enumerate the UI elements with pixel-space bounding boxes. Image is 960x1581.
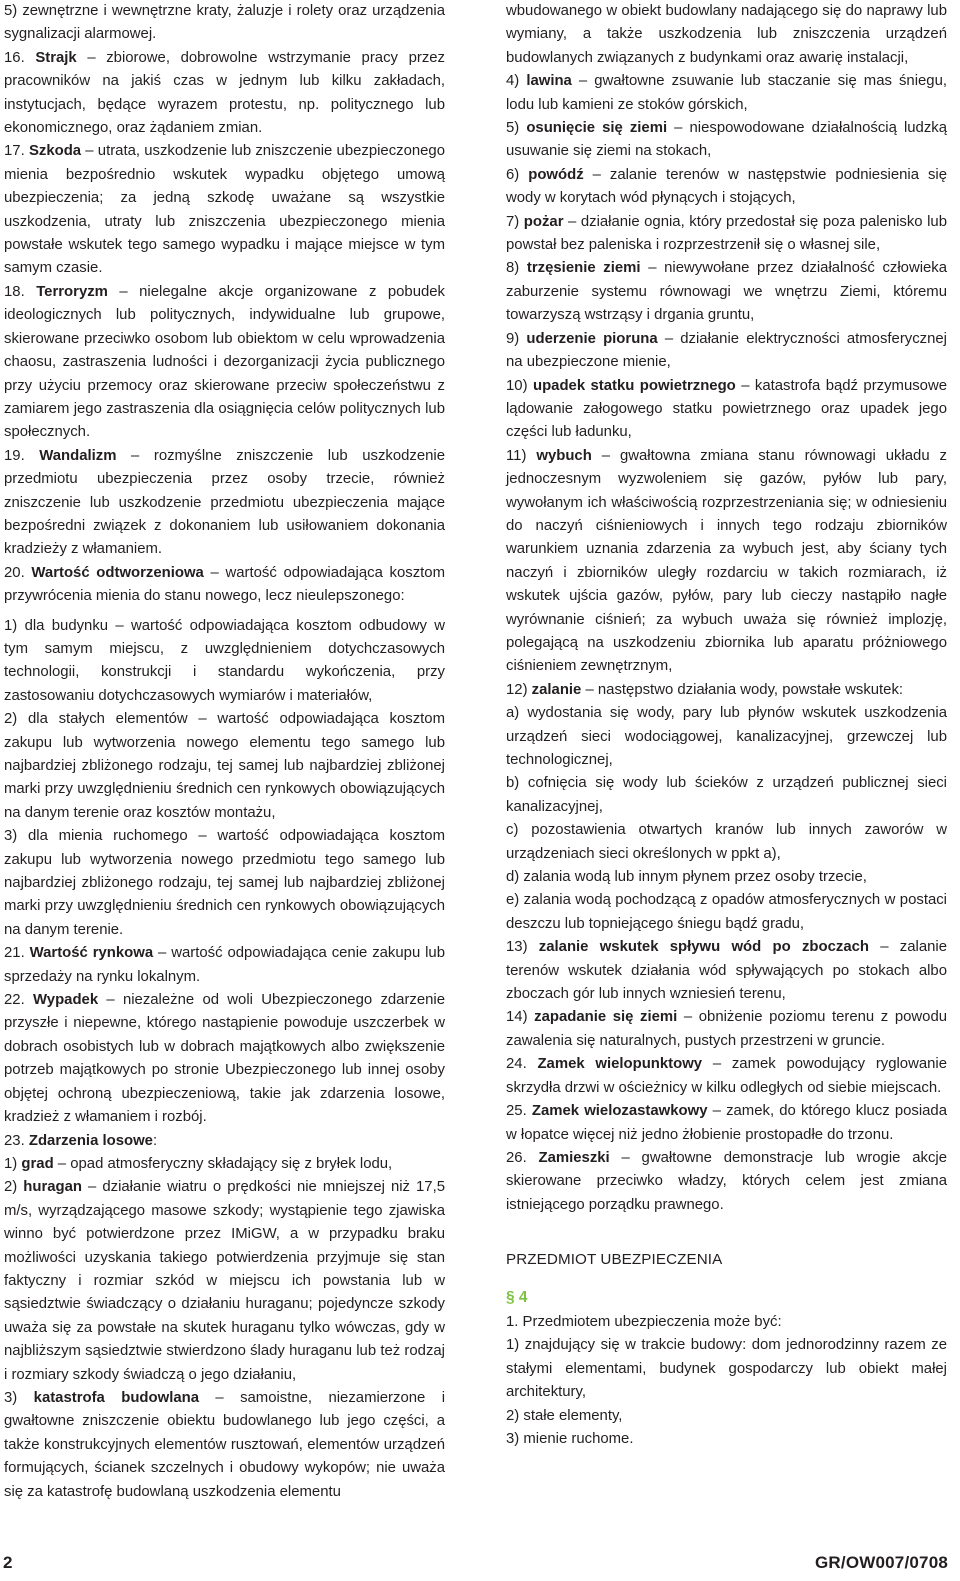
item-number: 3) [4, 1389, 18, 1406]
paragraph-mark: § 4 [506, 1288, 528, 1306]
definition-paragraph [506, 328, 947, 375]
item-number: 23. [4, 1132, 25, 1149]
defined-term: huragan [23, 1179, 83, 1196]
item-number: 11) [506, 447, 527, 464]
definition-paragraph [506, 702, 947, 772]
definition-paragraph [4, 615, 445, 709]
item-number: 12) [506, 681, 528, 698]
item-number: 25. [506, 1103, 527, 1120]
item-text: znajdujący się w trakcie budowy: dom jednorodzinny razem ze stałymi elementami, budynek gospodarczy lub obiekt małej architektury, [506, 1337, 947, 1401]
definition-text: – nielegalne akcje organizowane z pobudek ideologicznych lub politycznych, indywidualne lub grupowe, skierowane przeciwko osobom lub obiektom w celu wprowadzenia chaosu, zastraszenia ludności i dezorganizacji życia publicznego przy użyciu przemocy oraz skierowane przeciw społeczeństwu z zamiarem jego zastraszenia dla osiągnięcia celów politycznych lub społecznych. [4, 283, 445, 441]
item-number: 1) [4, 617, 18, 634]
defined-term: upadek statku powietrznego [532, 377, 736, 394]
item-text: stałe elementy, [519, 1407, 623, 1424]
defined-term: zalanie wskutek spływu wód po zboczach [538, 939, 869, 956]
definition-text: – zamek, do którego klucz posiada w łopatce więcej niż jedno żłobienie prostopadłe do trzonu. [506, 1103, 947, 1143]
definition-paragraph [4, 1387, 445, 1504]
page-number: 2 [3, 1553, 13, 1572]
definition-paragraph [4, 708, 445, 825]
defined-term: katastrofa budowlana [33, 1389, 199, 1406]
definition-paragraph [4, 825, 445, 942]
item-number: 1. [506, 1313, 519, 1330]
definition-text: dla budynku – wartość odpowiadająca kosztom odbudowy w tym samym miejscu, z uwzględnieniem dotychczasowych technologii, konstrukcji i standardu wykończenia, przy zastosowaniu dotychczasowych wymiarów i materiałów, [4, 617, 445, 704]
item-number: 8) [506, 260, 520, 277]
item-number: 24. [506, 1056, 527, 1073]
item-number: 17. [4, 143, 25, 160]
defined-term: Strajk [35, 49, 77, 66]
definition-text: dla stałych elementów – wartość odpowiadająca kosztom zakupu lub wytworzenia nowego elementu tego samego lub najbardziej zbliżonego rodzaju, tej samej lub najbardziej zbliżonej marki przy uwzględnieniu średnich cen rynkowych obowiązujących na danym terenie oraz kosztów montażu, [4, 711, 445, 821]
definition-paragraph [4, 1176, 445, 1387]
defined-term: grad [21, 1155, 54, 1172]
item-number: d) [506, 869, 520, 886]
item-number: 3) [4, 828, 18, 845]
definition-text: – wartość odpowiadająca kosztom przywrócenia mienia do stanu nowego, lecz nieulepszonego: [4, 564, 445, 605]
section-item [506, 1405, 947, 1428]
definition-text: – utrata, uszkodzenie lub zniszczenie ubezpieczonego mienia bezpośrednio wskutek wypadku objętego umową ubezpieczenia; za jedną szkodę uważane są wszystkie uszkodzenia, utraty lub zniszczenia ubezpieczonego mienia powstałe wskutek tego samego wypadku i mające miejsce w tym samym czasie. [4, 143, 445, 277]
item-number: a) [506, 705, 520, 722]
definition-paragraph [506, 866, 947, 889]
item-number: b) [506, 775, 520, 792]
definition-paragraph [506, 164, 947, 211]
defined-term: powódź [528, 166, 584, 183]
item-number: 1) [4, 1155, 18, 1172]
item-number: 20. [4, 564, 25, 581]
definition-paragraph [4, 989, 445, 1129]
defined-term: osunięcie się ziemi [526, 120, 668, 137]
item-number: 4) [506, 73, 520, 90]
definition-text: – niezależne od woli Ubezpieczonego zdarzenie przyszłe i niepewne, którego nastąpienie powoduje uszczerbek w dobrach osobistych lub w dobrach majątkowych albo zwiększenie potrzeb majątkowych po stronie Ubezpieczonego lub innej osoby objętej ochroną ubezpieczeniową, takie jak zdarzenia losowe, kradzież z włamaniem i rozbój. [4, 992, 446, 1126]
definition-text: – zalanie terenów wskutek działania wód spływających po stokach albo zboczach gór lub innych wzniesień terenu, [506, 939, 947, 1003]
item-number: 26. [506, 1149, 527, 1166]
definition-text: cofnięcia się wody lub ścieków z urządzeń publicznej sieci kanalizacyjnej, [506, 775, 947, 815]
definition-text: wbudowanego w obiekt budowlany nadającego się do naprawy lub wymiany, a także uszkodzenia lub zniszczenia urządzeń budowlanych związanych z budynkami oraz awarię instalacji, [506, 3, 947, 66]
section-item [506, 1428, 947, 1451]
definition-paragraph [4, 47, 445, 141]
definition-text: – niespowodowane działalnością ludzką usuwanie się ziemi na stokach, [506, 120, 948, 160]
defined-term: pożar [523, 213, 564, 230]
definition-text: – zalanie terenów w następstwie podniesienia się wody w korytach wód płynących i stojących, [506, 166, 947, 207]
definition-paragraph [506, 117, 947, 164]
item-number: 5) [4, 3, 18, 19]
definition-paragraph [506, 375, 947, 445]
definition-text: – rozmyślne zniszczenie lub uszkodzenie przedmiotu ubezpieczenia przez osoby trzecie, również zniszczenie lub uszkodzenie przedmiotu ubezpieczenia mające bezpośredni związek z dokonaniem lub usiłowaniem dokonania kradzieży z włamaniem. [4, 447, 446, 558]
definition-text: – następstwo działania wody, powstałe wskutek: [581, 681, 904, 698]
definition-paragraph [4, 1130, 445, 1153]
definition-text: – niewywołane przez działalność człowieka zaburzenie systemu równowagi we wnętrzu Ziemi, któremu towarzyszą wstrząsy i drgania gruntu, [506, 260, 948, 324]
item-number: 10) [506, 377, 528, 394]
item-number: 13) [506, 939, 528, 956]
definition-paragraph [4, 445, 445, 562]
item-number: 14) [506, 1009, 528, 1026]
definition-text: – gwałtowne zsuwanie lub staczanie się mas śniegu, lodu lub kamieni ze stoków górskich, [506, 73, 947, 113]
defined-term: Zamieszki [538, 1149, 610, 1166]
item-number: 16. [4, 49, 25, 66]
section-items [506, 1311, 947, 1451]
item-number: 7) [506, 213, 520, 230]
definition-text: – działanie ognia, który przedostał się poza palenisko lub powstał bez paleniska i rozprzestrzenił się o własnej sile, [506, 213, 947, 254]
definition-text: – samoistne, niezamierzone i gwałtowne zniszczenie obiektu budowlanego lub jego części, a także konstrukcyjnych elementów rusztowań, elementów urządzeń formujących, ścianek szczelnych i obudowy wykopów; nie uważa się za katastrofę budowlaną uszkodzenia elementu [4, 1389, 446, 1500]
definition-paragraph [506, 1053, 947, 1100]
defined-term: Wandalizm [39, 447, 117, 464]
document-code: GR/OW007/0708 [815, 1553, 948, 1572]
item-number: 2) [4, 1179, 18, 1196]
defined-term: Wartość odtworzeniowa [31, 564, 204, 581]
definition-paragraph [506, 819, 947, 866]
item-number: c) [506, 822, 519, 839]
item-number: 2) [506, 1407, 520, 1424]
definition-paragraph [506, 889, 947, 936]
definition-paragraph [506, 445, 947, 679]
defined-term: Szkoda [28, 143, 82, 160]
definition-text: – gwałtowne demonstracje lub wrogie akcje skierowane przeciwko władzy, których celem jest zmiana istniejącego porządku prawnego. [506, 1149, 947, 1213]
definition-paragraph [506, 70, 947, 117]
definition-text: – gwałtowna zmiana stanu równowagi układu z jednoczesnym wyzwoleniem się gazów, pyłów lub pary, wywołanym ich właściwością rozprzestrzeniania się; w odniesieniu do naczyń ciśnieniowych i innych tego rodzaju zbiorników warunkiem uznania zdarzenia za wybuch jest, aby ściany tych naczyń i zbiorników uległy rozdarciu w takich rozmiarach, iż wskutek ujścia gazów, pyłów, pary lub cieczy nastąpiło nagłe wyrównanie ciśnień; za wybuch uważa się również implozję, polegającą na uszkodzeniu zbiornika lub aparatu próżniowego ciśnieniem zewnętrznym, [506, 447, 947, 675]
defined-term: Wartość rynkowa [29, 945, 154, 962]
definition-text: – działanie wiatru o prędkości nie mniejszej niż 17,5 m/s, wyrządzającego masowe szkody; wystąpienie tego zjawiska winno być potwierdzone przez IMiGW, a w przypadku braku możliwości uzyskania takiego potwierdzenia przyjmuje się stan faktyczny i rozmiar szkód w miejscu ich powstania lub w sąsiedztwie świadczący o działaniu huraganu; pojedyncze szkody uważa się za powstałe na skutek huraganu tylko wówczas, gdy w najbliższym sąsiedztwie stwierdzono ślady huraganu lub też rodzaj i rozmiary szkody świadczą o jego działaniu, [4, 1179, 445, 1383]
definition-paragraph [506, 1147, 947, 1217]
defined-term: Wypadek [33, 992, 99, 1009]
definition-text: zalania wodą lub innym płynem przez osoby trzecie, [519, 869, 867, 886]
item-number: 21. [4, 945, 25, 962]
section-item [506, 1334, 947, 1404]
defined-term: Terroryzm [36, 283, 108, 300]
definition-paragraph [506, 1006, 947, 1053]
definitions-continued [506, 0, 947, 1217]
definition-text: dla mienia ruchomego – wartość odpowiadająca kosztom zakupu lub wytworzenia nowego przedmiotu tego samego lub najbardziej zbliżonego rodzaju, tej samej lub najbardziej zbliżonej marki przy uwzględnieniu średnich cen rynkowych obowiązujących na danym terenie. [4, 828, 445, 938]
definition-paragraph [4, 942, 445, 989]
definition-text: pozostawienia otwartych kranów lub innych zaworów w urządzeniach sieci określonych w ppkt a), [506, 822, 947, 862]
definition-text: – zamek powodujący ryglowanie skrzydła drzwi w ościeżnicy w kilku odległych od siebie miejscach. [506, 1056, 947, 1096]
definition-paragraph [506, 0, 947, 70]
item-number: 1) [506, 1337, 520, 1354]
definition-paragraph [506, 679, 947, 702]
definition-text: – opad atmosferyczny składający się z bryłek lodu, [53, 1155, 393, 1172]
definition-paragraph [4, 1153, 445, 1176]
item-number: 2) [4, 711, 18, 728]
definition-text: – wartość odpowiadająca cenie zakupu lub sprzedaży na rynku lokalnym. [4, 945, 445, 985]
definition-paragraph [506, 936, 947, 1006]
section-item [506, 1311, 947, 1334]
item-text: mienie ruchome. [519, 1430, 634, 1447]
defined-term: zapadanie się ziemi [534, 1009, 678, 1026]
definition-text: : [152, 1132, 158, 1149]
section-title: PRZEDMIOT UBEZPIECZENIA [506, 1251, 723, 1269]
item-number: 9) [506, 330, 520, 347]
item-text: Przedmiotem ubezpieczenia może być: [518, 1313, 782, 1330]
item-number: 22. [4, 992, 25, 1009]
defined-term: lawina [526, 73, 572, 90]
definition-paragraph [4, 140, 445, 280]
definition-text: – zbiorowe, dobrowolne wstrzymanie pracy przez pracowników na jakiś czas w jednym lub kilku zakładach, instytucjach, będące wyrazem protestu, np. politycznego lub ekonomicznego, oraz żądaniem zmian. [4, 49, 446, 137]
item-number: 6) [506, 166, 520, 183]
defined-term: Zdarzenia losowe [28, 1132, 153, 1149]
defined-term: zalanie [531, 681, 582, 698]
defined-term: uderzenie pioruna [526, 330, 658, 347]
left-column [4, 0, 445, 1504]
definition-paragraph [506, 211, 947, 258]
definition-text: wydostania się wody, pary lub płynów wskutek uszkodzenia urządzeń sieci wodociągowej, kanalizacyjnej, grzewczej lub technologicznej, [506, 705, 947, 768]
definition-paragraph [506, 257, 947, 327]
defined-term: Zamek wielozastawkowy [531, 1103, 708, 1120]
item-number: 3) [506, 1430, 520, 1447]
item-number: 19. [4, 447, 25, 464]
definition-paragraph [506, 1100, 947, 1147]
item-number: 5) [506, 120, 520, 137]
item-number: 18. [4, 283, 25, 300]
right-column [506, 0, 947, 1451]
definition-paragraph [4, 281, 445, 445]
definition-paragraph [4, 562, 445, 609]
definition-text: – działanie elektryczności atmosferycznej na ubezpieczone mienie, [506, 330, 947, 371]
defined-term: wybuch [536, 447, 592, 464]
definition-paragraph [506, 772, 947, 819]
definition-text: zewnętrzne i wewnętrzne kraty, żaluzje i rolety oraz urządzenia sygnalizacji alarmowej. [4, 3, 445, 43]
definition-text: – katastrofa bądź przymusowe lądowanie załogowego statku powietrznego oraz upadek jego części lub ładunku, [506, 377, 947, 441]
item-number: e) [506, 892, 520, 909]
defined-term: trzęsienie ziemi [526, 260, 641, 277]
definition-text: – obniżenie poziomu terenu z powodu zawalenia się naturalnych, pustych przestrzeni w gruncie. [506, 1009, 948, 1049]
definition-text: zalania wodą pochodzącą z opadów atmosferycznych w postaci deszczu lub topniejącego śniegu bądź gradu, [506, 892, 947, 932]
definition-paragraph [4, 0, 445, 47]
defined-term: Zamek wielopunktowy [537, 1056, 703, 1073]
